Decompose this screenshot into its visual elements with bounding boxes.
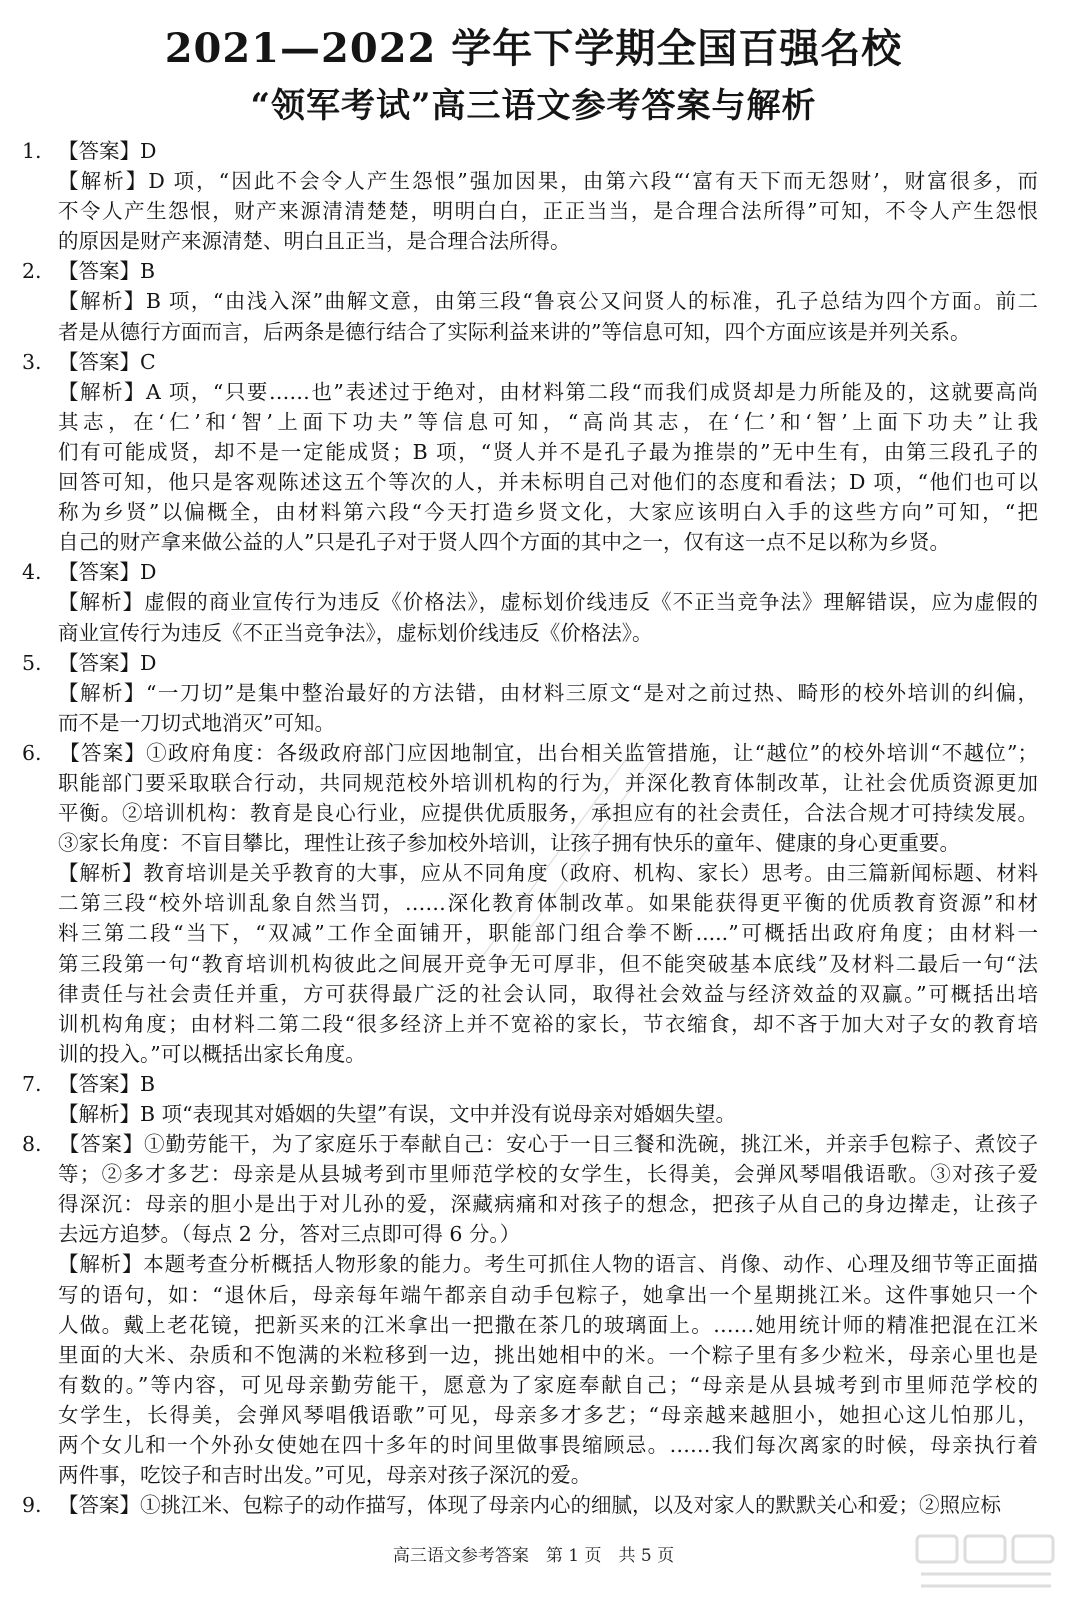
question-number: 4. (22, 560, 42, 585)
question-line (22, 888, 1038, 918)
question-first-line (22, 1490, 1038, 1520)
page-footer: 高三语文参考答案 第 1 页 共 5 页 (392, 1546, 675, 1566)
question-text: 得深沉：母亲的胆小是出于对儿孙的爱，深藏病痛和对孩子的想念，把孩子从自己的身边撵走，让孩子 (58, 1192, 1038, 1217)
question-first-line (22, 1129, 1038, 1159)
question-line (22, 166, 1038, 196)
question-line (22, 1039, 1038, 1069)
question-number: 5. (22, 650, 42, 675)
question-block (22, 1129, 1038, 1490)
question-text: 律责任与社会责任并重，方可获得最广泛的社会认同，取得社会效益与经济效益的双赢。”可概括出培 (58, 981, 1038, 1006)
question-block (22, 1069, 1038, 1129)
question-text: 两个女儿和一个外孙女使她在四十多年的时间里做事畏缩顾忌。……我们每次离家的时候，母亲执行着 (58, 1433, 1038, 1458)
question-text: 【解析】“一刀切”是集中整治最好的方法错，由材料三原文“是对之前过热、畸形的校外培训的纠偏， (58, 680, 1038, 705)
question-number: 2. (22, 259, 42, 284)
question-first-line (22, 738, 1038, 768)
question-line (22, 1099, 1038, 1129)
question-line (22, 858, 1038, 888)
question-text: 【解析】D 项，“因此不会令人产生怨恨”强加因果，由第六段“‘富有天下而无怨财’，财富很多，而 (58, 169, 1038, 194)
question-number: 3. (22, 349, 42, 374)
question-line (22, 828, 1038, 858)
question-line (22, 708, 1038, 738)
question-line (22, 1370, 1038, 1400)
question-block (22, 136, 1038, 256)
question-text: 人做。戴上老花镜，把新买来的江米拿出一把撒在茶几的玻璃面上。……她用统计师的精准把混在江米 (58, 1312, 1038, 1337)
question-first-line (22, 1069, 1038, 1099)
question-line (22, 407, 1038, 437)
question-text: 商业宣传行为违反《不正当竞争法》，虚标划价线违反《价格法》。 (58, 620, 653, 645)
question-first-line (22, 557, 1038, 587)
question-block (22, 347, 1038, 558)
question-line (22, 196, 1038, 226)
question-text: 训机构角度；由材料二第二段“很多经济上并不宽裕的家长，节衣缩食，却不吝于加大对子女的教育培 (58, 1011, 1038, 1036)
question-text: 平衡。②培训机构：教育是良心行业，应提供优质服务，承担应有的社会责任，合法合规才可持续发展。 (58, 801, 1038, 826)
question-text: 其志，在‘仁’和‘智’上面下功夫”等信息可知，“高尚其志，在‘仁’和‘智’上面下功夫”让我 (58, 409, 1038, 434)
question-line (22, 587, 1038, 617)
question-text: 而不是一刀切式地消灭”可知。 (58, 710, 335, 735)
question-text: 女学生，长得美，会弹风琴唱俄语歌”可见，母亲多才多艺；“母亲越来越胆小，她担心这儿怕那儿， (58, 1402, 1038, 1427)
question-line (22, 377, 1038, 407)
question-text: 【答案】B (58, 1071, 156, 1096)
question-line (22, 918, 1038, 948)
question-number: 7. (22, 1071, 42, 1096)
site-watermark-logo (911, 1530, 1061, 1596)
question-text: 【答案】D (58, 560, 157, 585)
question-line (22, 1280, 1038, 1310)
question-block (22, 648, 1038, 738)
question-line (22, 678, 1038, 708)
document-title: 2021—2022 学年下学期全国百强名校 (164, 25, 903, 72)
question-line (22, 317, 1038, 347)
question-text: 训的投入。”可以概括出家长角度。 (58, 1041, 366, 1066)
question-line (22, 1189, 1038, 1219)
question-text: 【答案】B (58, 259, 156, 284)
question-line (22, 768, 1038, 798)
question-text: 【解析】教育培训是关乎教育的大事，应从不同角度（政府、机构、家长）思考。由三篇新闻标题、材料 (58, 861, 1038, 886)
question-line (22, 527, 1038, 557)
question-line (22, 226, 1038, 256)
question-line (22, 1460, 1038, 1490)
question-text: 里面的大米、杂质和不饱满的米粒移到一边，挑出她相中的米。一个粽子里有多少粒米，母亲心里也是 (58, 1342, 1038, 1367)
question-block (22, 256, 1038, 346)
question-text: 的原因是财产来源清楚、明白且正当，是合理合法所得。 (58, 229, 571, 254)
question-block (22, 557, 1038, 647)
question-line (22, 467, 1038, 497)
question-line (22, 1310, 1038, 1340)
question-text: 料三第二段“当下，“双减”工作全面铺开，职能部门组合拳不断.....”可概括出政府角度；由材料一 (58, 921, 1038, 946)
question-text: 【答案】C (58, 349, 156, 374)
answers-content (22, 136, 1038, 1520)
question-line (22, 1340, 1038, 1370)
question-number: 9. (22, 1493, 42, 1518)
question-text: 【解析】B 项，“由浅入深”曲解文意，由第三段“鲁哀公又问贤人的标准，孔子总结为四个方面。前二 (58, 289, 1038, 314)
question-line (22, 798, 1038, 828)
question-number: 1. (22, 139, 42, 163)
question-line (22, 286, 1038, 316)
question-line (22, 618, 1038, 648)
question-text: 【答案】①挑江米、包粽子的动作描写，体现了母亲内心的细腻，以及对家人的默默关心和爱；②照应标 (58, 1493, 1001, 1518)
question-text: 【解析】B 项“表现其对婚姻的失望”有误，文中并没有说母亲对婚姻失望。 (58, 1102, 737, 1126)
question-text: 有数的。”等内容，可见母亲勤劳能干，愿意为了家庭奉献自己；“母亲是从县城考到市里师范学校的 (58, 1372, 1038, 1397)
question-line (22, 1249, 1038, 1279)
question-text: 二第三段“校外培训乱象自然当罚，……深化教育体制改革。如果能获得更平衡的优质教育资源”和材 (58, 891, 1038, 916)
question-first-line (22, 648, 1038, 678)
question-text: 两件事，吃饺子和吉时出发。”可见，母亲对孩子深沉的爱。 (58, 1463, 592, 1488)
question-line (22, 437, 1038, 467)
question-block (22, 738, 1038, 1069)
question-text: 去远方追梦。（每点 2 分，答对三点即可得 6 分。） (58, 1222, 521, 1247)
question-number: 8. (22, 1132, 42, 1157)
question-text: ③家长角度：不盲目攀比，理性让孩子参加校外培训，让孩子拥有快乐的童年、健康的身心更重要。 (58, 831, 960, 856)
question-first-line (22, 347, 1038, 377)
question-line (22, 1219, 1038, 1249)
question-text: 【答案】①勤劳能干，为了家庭乐于奉献自己：安心于一日三餐和洗碗，挑江米，并亲手包粽子、煮饺子 (58, 1132, 1038, 1157)
question-text: 者是从德行方面而言，后两条是德行结合了实际利益来讲的”等信息可知，四个方面应该是并列关系。 (58, 319, 971, 344)
question-number: 6. (22, 740, 42, 765)
question-line (22, 1430, 1038, 1460)
question-first-line (22, 136, 1038, 166)
question-text: 【答案】D (58, 650, 157, 675)
question-line (22, 979, 1038, 1009)
question-text: 不令人产生怨恨，财产来源清清楚楚，明明白白，正正当当，是合理合法所得”可知，不令人产生怨恨 (58, 199, 1038, 224)
question-text: 自己的财产拿来做公益的人”只是孔子对于贤人四个方面的其中之一，仅有这一点不足以称为乡贤。 (58, 530, 950, 555)
question-line (22, 1400, 1038, 1430)
document-subtitle: “领军考试”高三语文参考答案与解析 (250, 86, 817, 126)
question-text: 们有可能成贤，却不是一定能成贤；B 项，“贤人并不是孔子最为推崇的”无中生有，由第三段孔子的 (58, 439, 1038, 464)
question-text: 【答案】D (58, 139, 157, 163)
question-text: 【答案】①政府角度：各级政府部门应因地制宜，出台相关监管措施，让“越位”的校外培训“不越位”； (58, 740, 1038, 765)
question-block (22, 1490, 1038, 1520)
question-line (22, 949, 1038, 979)
question-text: 称为乡贤”以偏概全，由材料第六段“今天打造乡贤文化，大家应该明白入手的这些方向”可知，“把 (58, 500, 1038, 525)
question-text: 回答可知，他只是客观陈述这五个等次的人，并未标明自己对他们的态度和看法；D 项，“他们也可以 (58, 470, 1038, 495)
question-first-line (22, 256, 1038, 286)
question-line (22, 497, 1038, 527)
question-line (22, 1159, 1038, 1189)
question-text: 第三段第一句“教育培训机构彼此之间展开竞争无可厚非，但不能突破基本底线”及材料二最后一句“法 (58, 951, 1038, 976)
question-text: 【解析】虚假的商业宣传行为违反《价格法》，虚标划价线违反《不正当竞争法》理解错误，应为虚假的 (58, 590, 1038, 615)
question-text: 等；②多才多艺：母亲是从县城考到市里师范学校的女学生，长得美，会弹风琴唱俄语歌。③对孩子爱 (58, 1162, 1038, 1187)
question-line (22, 1009, 1038, 1039)
question-text: 【解析】A 项，“只要……也”表述过于绝对，由材料第二段“而我们成贤却是力所能及的，这就要高尚 (58, 379, 1038, 404)
question-text: 职能部门要采取联合行动，共同规范校外培训机构的行为，并深化教育体制改革，让社会优质资源更加 (58, 770, 1038, 795)
question-text: 写的语句，如：“退休后，母亲每年端午都亲自动手包粽子，她拿出一个星期挑江米。这件事她只一个 (58, 1282, 1038, 1307)
question-text: 【解析】本题考查分析概括人物形象的能力。考生可抓住人物的语言、肖像、动作、心理及细节等正面描 (58, 1252, 1038, 1277)
